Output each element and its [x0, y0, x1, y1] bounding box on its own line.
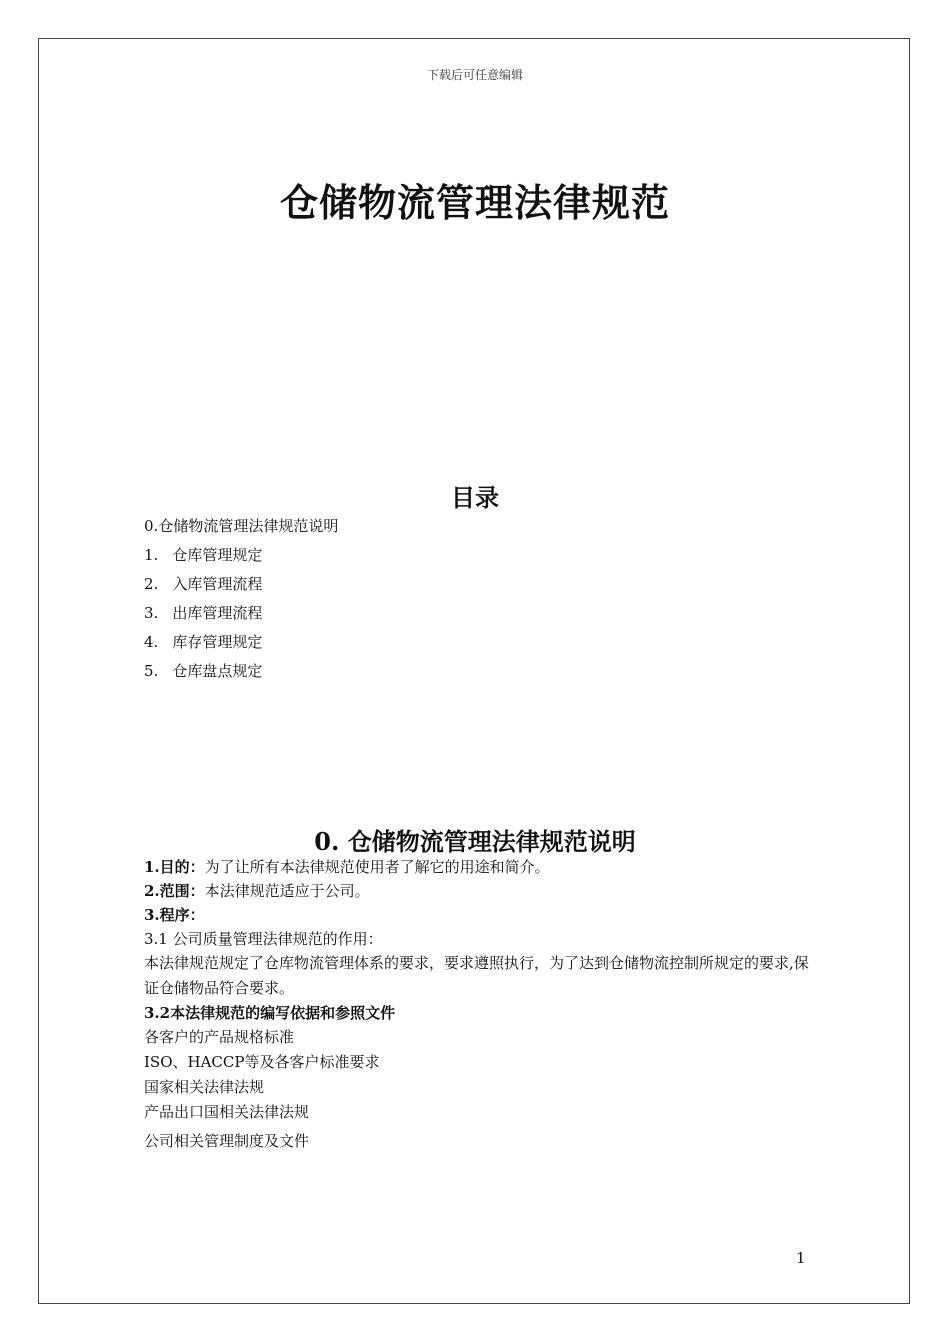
toc-item-label: 仓库盘点规定 [172, 662, 263, 680]
role-paragraph: 本法律规范规定了仓库物流管理体系的要求，要求遵照执行，为了达到仓储物流控制所规定的要求,保证仓储物品符合要求。 [144, 954, 809, 997]
toc-item-label: 仓储物流管理法律规范说明 [158, 517, 339, 535]
toc-item-label: 出库管理流程 [172, 604, 263, 622]
purpose-label: 1.目的： [144, 858, 205, 876]
toc-item[interactable] [144, 515, 338, 544]
toc-title: 目录 [451, 483, 499, 512]
toc-item-number: 2. [144, 575, 159, 593]
table-of-contents [144, 515, 338, 689]
toc-item-label: 入库管理流程 [172, 575, 263, 593]
toc-item[interactable] [144, 602, 338, 631]
toc-item-label: 仓库管理规定 [172, 546, 263, 564]
scope-label: 2.范围： [144, 882, 205, 900]
procedure-label: 3.程序： [144, 906, 205, 924]
toc-item-number: 4. [144, 633, 159, 651]
toc-item-number: 0. [144, 517, 159, 535]
reference-item: 国家相关法律法规 [144, 1078, 265, 1096]
reference-item: 各客户的产品规格标准 [144, 1028, 295, 1046]
toc-item-number: 1. [144, 546, 159, 564]
section-title: 0. 仓储物流管理法律规范说明 [314, 827, 636, 856]
scope-text: 本法律规范适应于公司。 [204, 882, 370, 900]
purpose-text: 为了让所有本法律规范使用者了解它的用途和简介。 [204, 858, 550, 876]
header-note: 下载后可任意编辑 [426, 68, 523, 82]
toc-item[interactable] [144, 544, 338, 573]
toc-item-label: 库存管理规定 [172, 633, 263, 651]
page-number: 1 [796, 1249, 806, 1267]
reference-item: 产品出口国相关法律法规 [144, 1103, 310, 1121]
reference-item: ISO、HACCP等及各客户标准要求 [144, 1053, 380, 1071]
basis-heading: 3.2本法律规范的编写依据和参照文件 [144, 1004, 396, 1022]
document-title: 仓储物流管理法律规范 [279, 180, 670, 225]
toc-item-number: 5. [144, 662, 159, 680]
purpose-line [144, 855, 814, 879]
toc-item[interactable] [144, 631, 338, 660]
toc-item-number: 3. [144, 604, 159, 622]
toc-item[interactable] [144, 573, 338, 602]
reference-item: 公司相关管理制度及文件 [144, 1132, 310, 1150]
toc-item[interactable] [144, 660, 338, 689]
section-body [144, 855, 814, 1154]
role-heading: 3.1 公司质量管理法律规范的作用： [144, 930, 383, 948]
scope-line [144, 879, 814, 903]
